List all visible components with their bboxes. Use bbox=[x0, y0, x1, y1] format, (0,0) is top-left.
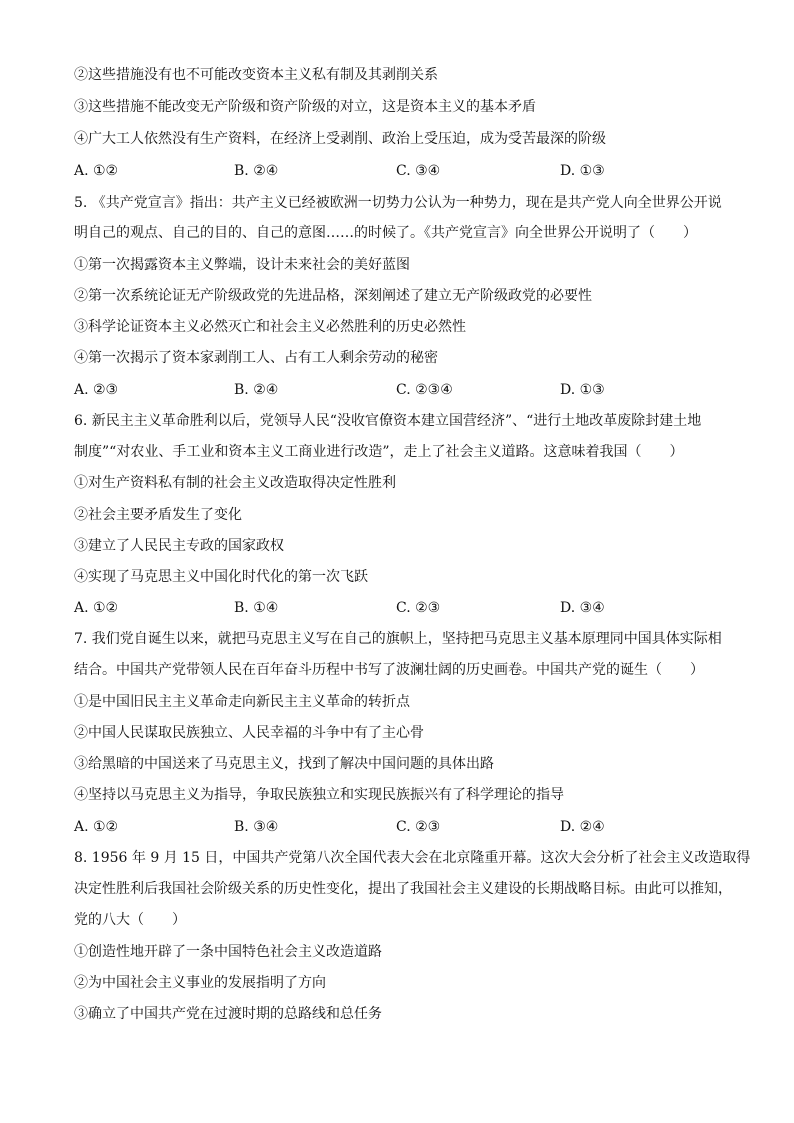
q4-option-d: D. ①③ bbox=[560, 163, 605, 179]
q7-option-d: D. ②④ bbox=[560, 819, 605, 835]
q7-item-1: ①是中国旧民主主义革命走向新民主主义革命的转折点 bbox=[74, 694, 410, 710]
q6-option-c: C. ②③ bbox=[396, 600, 441, 616]
q6-item-1: ①对生产资料私有制的社会主义改造取得决定性胜利 bbox=[74, 475, 396, 491]
q7-option-a: A. ①② bbox=[74, 819, 119, 835]
q6-option-d: D. ③④ bbox=[560, 600, 605, 616]
q8-item-2: ②为中国社会主义事业的发展指明了方向 bbox=[74, 975, 326, 991]
q8-item-1: ①创造性地开辟了一条中国特色社会主义改造道路 bbox=[74, 944, 382, 960]
q4-option-c: C. ③④ bbox=[396, 163, 441, 179]
q5-option-a: A. ②③ bbox=[74, 382, 119, 398]
q6-option-a: A. ①② bbox=[74, 600, 119, 616]
q8-stem-line-3: 党的八大（ ） bbox=[74, 912, 186, 928]
q5-stem-line-1: 5. 《共产党宣言》指出：共产主义已经被欧洲一切势力公认为一种势力，现在是共产党人向全世界公开说 bbox=[74, 195, 722, 211]
q7-item-2: ②中国人民谋取民族独立、人民幸福的斗争中有了主心骨 bbox=[74, 725, 424, 741]
q4-item-4: ④广大工人依然没有生产资料，在经济上受剥削、政治上受压迫，成为受苦最深的阶级 bbox=[74, 131, 606, 147]
q4-item-2: ②这些措施没有也不可能改变资本主义私有制及其剥削关系 bbox=[74, 67, 438, 83]
q6-option-b: B. ①④ bbox=[234, 600, 279, 616]
q4-item-3: ③这些措施不能改变无产阶级和资产阶级的对立，这是资本主义的基本矛盾 bbox=[74, 99, 536, 115]
q7-item-3: ③给黑暗的中国送来了马克思主义，找到了解决中国问题的具体出路 bbox=[74, 756, 494, 772]
q6-item-3: ③建立了人民民主专政的国家政权 bbox=[74, 538, 284, 554]
q6-options bbox=[74, 599, 724, 617]
q5-option-d: D. ①③ bbox=[560, 382, 605, 398]
q5-stem-line-2: 明自己的观点、自己的目的、自己的意图……的时候了。《共产党宣言》向全世界公开说明了（ ） bbox=[74, 225, 697, 241]
q5-item-4: ④第一次揭示了资本家剥削工人、占有工人剩余劳动的秘密 bbox=[74, 350, 438, 366]
q4-options bbox=[74, 162, 724, 180]
q8-stem-line-1: 8. 1956 年 9 月 15 日，中国共产党第八次全国代表大会在北京隆重开幕。这次大会分析了社会主义改造取得 bbox=[74, 850, 751, 866]
q4-option-a: A. ①② bbox=[74, 163, 119, 179]
q4-option-b: B. ②④ bbox=[234, 163, 279, 179]
q5-item-1: ①第一次揭露资本主义弊端，设计未来社会的美好蓝图 bbox=[74, 257, 410, 273]
q6-stem-line-1: 6. 新民主主义革命胜利以后，党领导人民“没收官僚资本建立国营经济”、“进行土地改革废除封建土地 bbox=[74, 413, 702, 429]
q6-item-2: ②社会主要矛盾发生了变化 bbox=[74, 507, 242, 523]
q6-item-4: ④实现了马克思主义中国化时代化的第一次飞跃 bbox=[74, 569, 368, 585]
q7-stem-line-1: 7. 我们党自诞生以来，就把马克思主义写在自己的旗帜上，坚持把马克思主义基本原理同中国具体实际相 bbox=[74, 631, 722, 647]
q7-option-b: B. ③④ bbox=[234, 819, 279, 835]
q7-item-4: ④坚持以马克思主义为指导，争取民族独立和实现民族振兴有了科学理论的指导 bbox=[74, 787, 564, 803]
q8-stem-line-2: 决定性胜利后我国社会阶级关系的历史性变化，提出了我国社会主义建设的长期战略目标。由此可以推知， bbox=[74, 881, 732, 897]
q7-option-c: C. ②③ bbox=[396, 819, 441, 835]
q6-stem-line-2: 制度”“对农业、手工业和资本主义工商业进行改造”，走上了社会主义道路。这意味着我国（ ） bbox=[74, 444, 684, 460]
q7-options bbox=[74, 818, 724, 836]
q5-options bbox=[74, 381, 724, 399]
q8-item-3: ③确立了中国共产党在过渡时期的总路线和总任务 bbox=[74, 1006, 382, 1022]
q5-option-b: B. ②④ bbox=[234, 382, 279, 398]
q5-item-2: ②第一次系统论证无产阶级政党的先进品格，深刻阐述了建立无产阶级政党的必要性 bbox=[74, 288, 592, 304]
q5-item-3: ③科学论证资本主义必然灭亡和社会主义必然胜利的历史必然性 bbox=[74, 319, 466, 335]
q7-stem-line-2: 结合。中国共产党带领人民在百年奋斗历程中书写了波澜壮阔的历史画卷。中国共产党的诞生（ ） bbox=[74, 662, 704, 678]
q5-option-c: C. ②③④ bbox=[396, 382, 453, 398]
